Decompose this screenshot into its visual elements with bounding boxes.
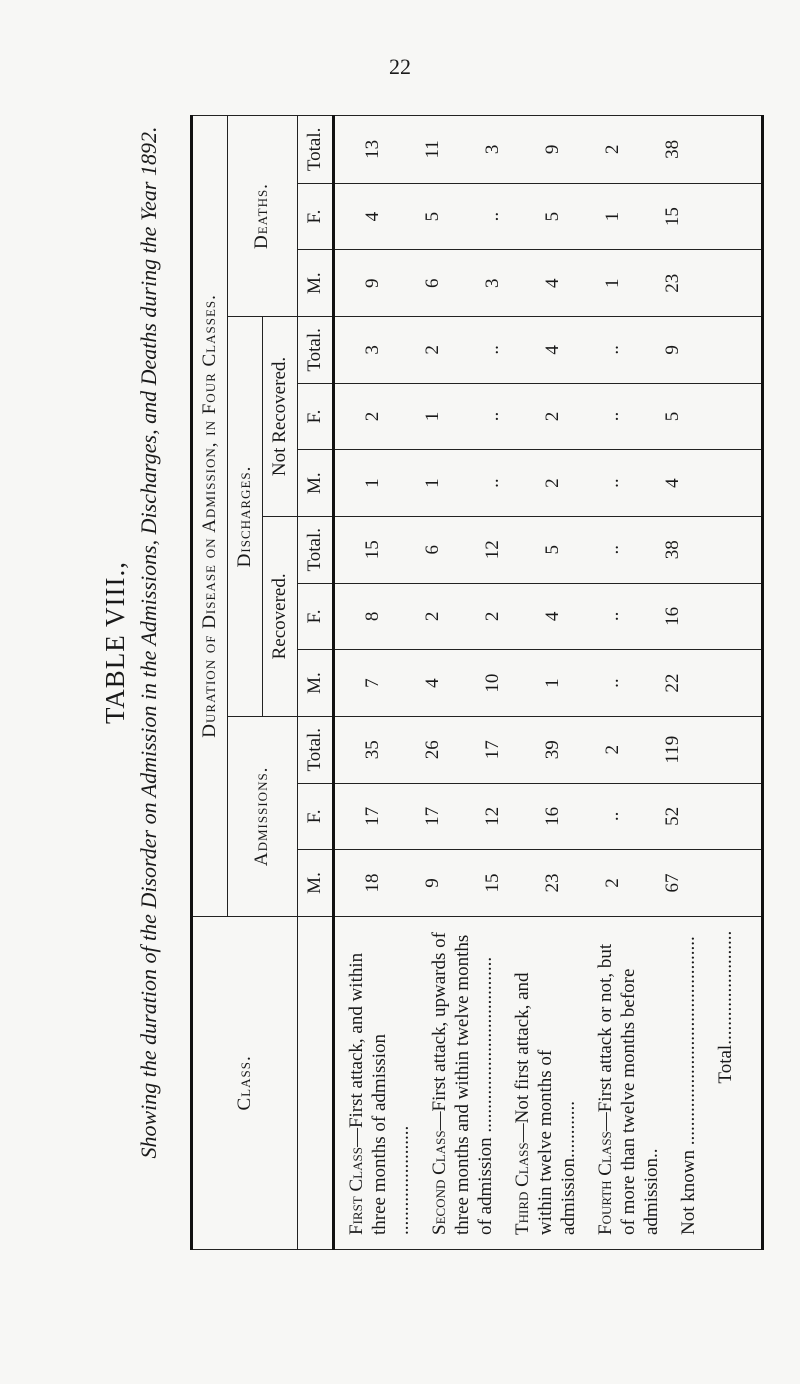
- adm-f-col: 17 17 12 16 .. 52: [334, 783, 763, 850]
- duration-table: [190, 115, 764, 1250]
- discharges-header: Discharges.: [228, 317, 263, 717]
- adm-f-header: F.: [297, 783, 333, 850]
- page-number: 22: [389, 54, 411, 79]
- nrec-m-col: 1 1 .. 2 .. 4: [334, 450, 763, 517]
- deaths-m-col: 9 6 3 4 1 23: [334, 250, 763, 317]
- recovered-header: Recovered.: [262, 516, 297, 716]
- adm-total-header: Total.: [297, 716, 333, 783]
- nrec-total-col: 3 2 .. 4 .. 9: [334, 317, 763, 384]
- adm-m-col: 18 9 15 23 2 67: [334, 850, 763, 917]
- adm-m-header: M.: [297, 850, 333, 917]
- rec-m-col: 7 4 10 1 .. 22: [334, 650, 763, 717]
- rec-f-col: 8 2 2 4 .. 16: [334, 583, 763, 650]
- deaths-f-col: 4 5 .. 5 1 15: [334, 183, 763, 250]
- rec-f-header: F.: [297, 583, 333, 650]
- table-title: TABLE VIII.,: [100, 560, 130, 725]
- nrec-m-header: M.: [297, 450, 333, 517]
- deaths-total-col: 13 11 3 9 2 38: [334, 116, 763, 184]
- rec-m-header: M.: [297, 650, 333, 717]
- deaths-total-header: Total.: [297, 116, 333, 184]
- rec-total-col: 15 6 12 5 .. 38: [334, 516, 763, 583]
- class-item-not-known: Not known ............................................: [678, 936, 699, 1235]
- deaths-header: Deaths.: [228, 116, 297, 317]
- deaths-f-header: F.: [297, 183, 333, 250]
- class-list: [334, 916, 763, 1249]
- rotated-table-page: [100, 35, 790, 1250]
- nrec-f-header: F.: [297, 383, 333, 450]
- nrec-total-header: Total.: [297, 317, 333, 384]
- nrec-f-col: 2 1 .. 2 .. 5: [334, 383, 763, 450]
- admissions-header: Admissions.: [228, 716, 297, 916]
- not-recovered-header: Not Recovered.: [262, 317, 297, 517]
- class-header: Class.: [192, 916, 298, 1249]
- deaths-m-header: M.: [297, 250, 333, 317]
- table-subtitle: Showing the duration of the Disorder on Admission in the Admissions, Discharges, and Deaths during the Year 1892.: [136, 126, 161, 1159]
- rec-total-header: Total.: [297, 516, 333, 583]
- class-item-third: Third Class—Not first attack, and within twelve months of admission............: [512, 972, 579, 1235]
- duration-header: Duration of Disease on Admission, in Four Classes.: [192, 116, 228, 917]
- class-item-total: Total........................: [715, 930, 736, 1084]
- adm-total-col: 35 26 17 39 2 119: [334, 716, 763, 783]
- class-subheader: [297, 916, 333, 1249]
- class-item-fourth: Fourth Class—First attack or not, but of more than twelve months before admission..: [595, 943, 662, 1235]
- class-item-second: Second Class—First attack, upwards of three months and within twelve months of admission .....................................: [429, 932, 496, 1235]
- class-item-first: First Class—First attack, and within three months of admission .......................: [346, 952, 413, 1235]
